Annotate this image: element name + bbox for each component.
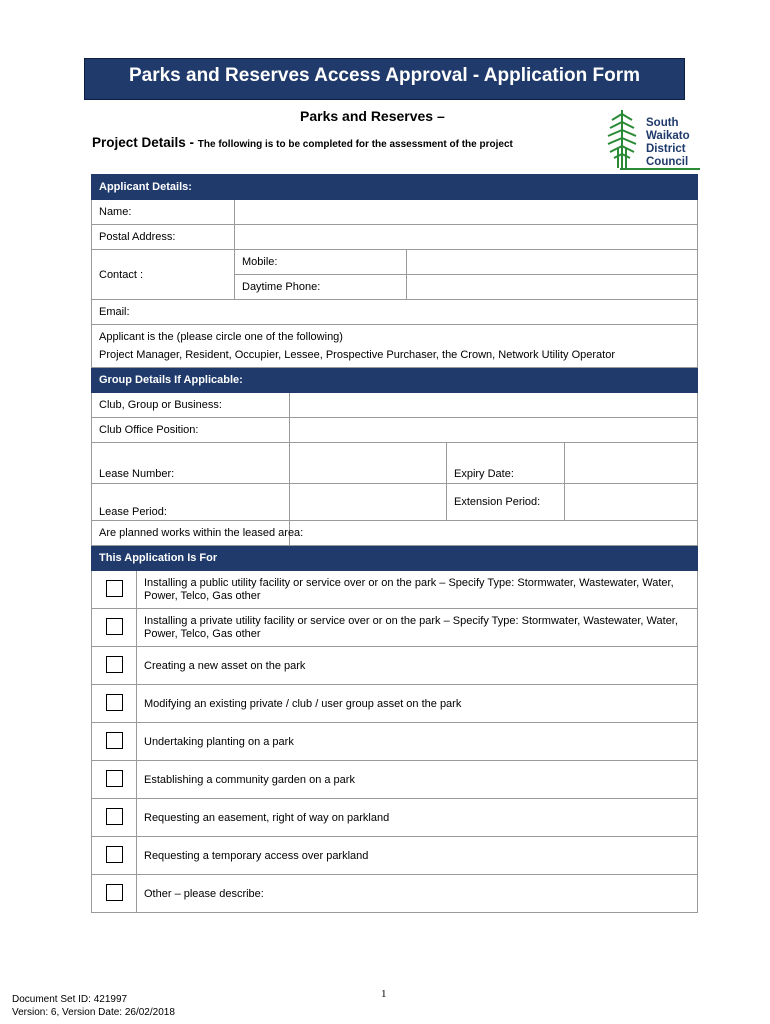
mobile-label: Mobile: [235, 250, 407, 275]
option-checkbox-cell[interactable] [92, 875, 137, 913]
applicant-type-cell[interactable] [92, 325, 698, 368]
option-checkbox[interactable] [106, 770, 123, 787]
form-title: Parks and Reserves Access Approval - Application Form [84, 58, 685, 100]
extension-period-label: Extension Period: [447, 484, 565, 521]
page-number: 1 [381, 988, 387, 1000]
club-field[interactable] [290, 393, 698, 418]
email-label: Email: [99, 306, 130, 318]
option-checkbox-cell[interactable] [92, 609, 137, 647]
version-info: Version: 6, Version Date: 26/02/2018 [12, 1007, 175, 1018]
lease-number-field[interactable] [290, 443, 447, 484]
planned-works-field[interactable] [290, 521, 698, 546]
club-label: Club, Group or Business: [92, 393, 290, 418]
extension-period-field[interactable] [565, 484, 698, 521]
club-position-field[interactable] [290, 418, 698, 443]
option-label: Other – please describe: [137, 875, 698, 913]
project-details [92, 135, 513, 150]
option-label: Installing a private utility facility or service over or on the park – Specify Type: Stormwater, Wastewater, Water, Power, Telco, Gas other [137, 609, 698, 647]
logo-line-2: Waikato [646, 130, 690, 142]
option-checkbox[interactable] [106, 618, 123, 635]
postal-address-label: Postal Address: [92, 225, 235, 250]
club-position-label: Club Office Position: [92, 418, 290, 443]
project-details-label: Project Details - [92, 135, 198, 150]
option-checkbox[interactable] [106, 732, 123, 749]
option-label: Undertaking planting on a park [137, 723, 698, 761]
option-label: Creating a new asset on the park [137, 647, 698, 685]
name-field[interactable] [235, 200, 698, 225]
logo-line-3: District [646, 143, 686, 155]
logo-line-4: Council [646, 156, 689, 168]
lease-period-field[interactable] [290, 484, 447, 521]
option-checkbox[interactable] [106, 694, 123, 711]
section-subtitle: Parks and Reserves – [300, 108, 445, 124]
option-checkbox-cell[interactable] [92, 837, 137, 875]
daytime-phone-label: Daytime Phone: [235, 275, 407, 300]
expiry-date-label: Expiry Date: [447, 443, 565, 484]
applicant-details-header: Applicant Details: [92, 175, 698, 200]
option-checkbox[interactable] [106, 808, 123, 825]
document-set-id: Document Set ID: 421997 [12, 994, 128, 1005]
option-checkbox-cell[interactable] [92, 799, 137, 837]
postal-address-field[interactable] [235, 225, 698, 250]
option-checkbox[interactable] [106, 656, 123, 673]
option-checkbox-cell[interactable] [92, 723, 137, 761]
logo-underline [620, 168, 700, 170]
contact-label: Contact : [92, 250, 235, 300]
option-checkbox-cell[interactable] [92, 647, 137, 685]
document-footer [12, 993, 175, 1019]
tree-logo-icon [602, 106, 642, 170]
project-details-description: The following is to be completed for the assessment of the project [197, 139, 513, 150]
mobile-field[interactable] [407, 250, 698, 275]
logo-line-1: South [646, 117, 679, 129]
option-checkbox-cell[interactable] [92, 761, 137, 799]
option-checkbox-cell[interactable] [92, 685, 137, 723]
group-details-header: Group Details If Applicable: [92, 368, 698, 393]
option-label: Modifying an existing private / club / user group asset on the park [137, 685, 698, 723]
application-for-header: This Application Is For [92, 546, 698, 571]
application-form-table [91, 174, 698, 913]
option-label: Installing a public utility facility or service over or on the park – Specify Type: Stormwater, Wastewater, Water, Power, Telco, Gas other [137, 571, 698, 609]
option-label: Establishing a community garden on a park [137, 761, 698, 799]
option-checkbox-cell[interactable] [92, 571, 137, 609]
lease-period-label: Lease Period: [92, 484, 290, 521]
council-logo [602, 106, 702, 170]
option-label: Requesting a temporary access over parkland [137, 837, 698, 875]
option-label: Requesting an easement, right of way on parkland [137, 799, 698, 837]
option-checkbox[interactable] [106, 884, 123, 901]
name-label: Name: [92, 200, 235, 225]
option-checkbox[interactable] [106, 846, 123, 863]
daytime-phone-field[interactable] [407, 275, 698, 300]
expiry-date-field[interactable] [565, 443, 698, 484]
planned-works-label: Are planned works within the leased area: [92, 521, 290, 546]
option-checkbox[interactable] [106, 580, 123, 597]
email-field[interactable] [92, 300, 698, 325]
lease-number-label: Lease Number: [92, 443, 290, 484]
applicant-type-prompt: Applicant is the (please circle one of the following) [99, 331, 343, 343]
applicant-type-options: Project Manager, Resident, Occupier, Lessee, Prospective Purchaser, the Crown, Network Utility Operator [99, 349, 616, 361]
